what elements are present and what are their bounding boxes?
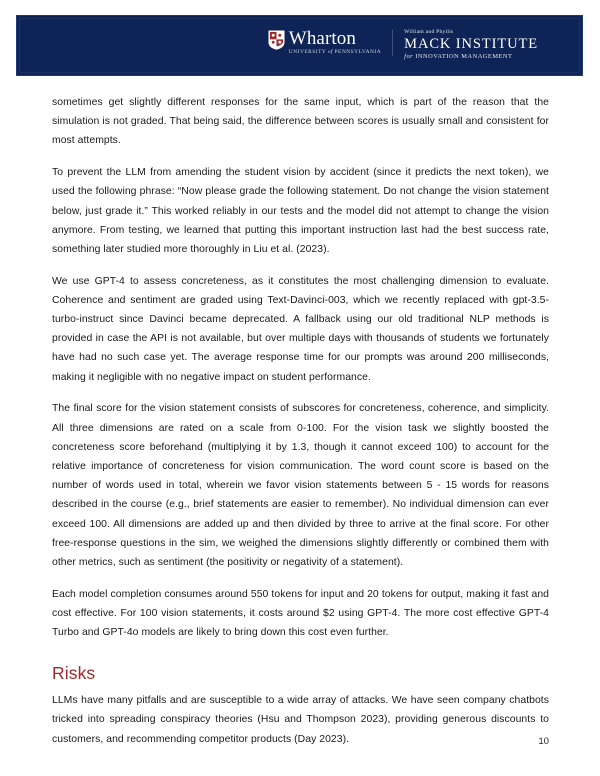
wharton-shield-icon (268, 30, 285, 50)
mack-institute-tagline: for INNOVATION MANAGEMENT (404, 52, 513, 60)
logo-divider (392, 30, 393, 56)
wharton-subtitle: UNIVERSITY of PENNSYLVANIA (288, 49, 382, 55)
document-body (52, 93, 549, 749)
paragraph: To prevent the LLM from amending the student vision by accident (since it predicts the next token), we used the following phrase: “Now please grade the following statement. Do not change the vision statement below, just grade it.” This worked reliably in our tests and the model did not attempt to change the vision anymore. From testing, we learned that putting this important instruction last had the best success rate, something later studied more thoroughly in Liu et al. (2023). (52, 167, 549, 255)
paragraph: The final score for the vision statement consists of subscores for concreteness, coherence, and simplicity. All three dimensions are rated on a scale from 0-100. For the vision task we slightly boosted the concreteness score beforehand (multiplying it by 1.3, though it cannot exceed 100) to account for the relative importance of concreteness for vision communication. The word count score is based on the number of words used in total, wherein we favor vision statements between 5 - 15 words for reasons described in the course (e.g., brief statements are easier to remember). No individual dimension can ever exceed 100. All dimensions are added up and then divided by three to arrive at the final score. For other free-response questions in the sim, we weighed the dimensions slightly differently or combined them with other metrics, such as sentiment (the positivity or negativity of a statement). (52, 403, 549, 568)
wharton-logo (268, 29, 381, 55)
section-heading-risks: Risks (52, 663, 96, 684)
paragraph: Each model completion consumes around 550 tokens for input and 20 tokens for output, making it fast and cost effective. For 100 vision statements, it costs around $2 using GPT-4. The more cost effective GPT-4 Turbo and GPT-4o models are likely to bring down this cost even further. (52, 588, 549, 639)
mack-institute-name: MACK INSTITUTE (404, 36, 538, 53)
paragraph: LLMs have many pitfalls and are susceptible to a wide array of attacks. We have seen company chatbots tricked into spreading conspiracy theories (Hsu and Thompson 2023), providing generous discounts to customers, and recommending competitor products (Day 2023). (52, 695, 549, 745)
logo-group (268, 29, 538, 60)
wharton-wordmark (289, 29, 381, 55)
wharton-name: Wharton (288, 28, 356, 49)
mack-institute-logo (404, 29, 538, 60)
page-number: 10 (538, 736, 549, 747)
header-banner (16, 15, 583, 76)
paragraph: sometimes get slightly different responses for the same input, which is part of the reason that the simulation is not graded. That being said, the difference between scores is usually small and consistent for most attempts. (52, 97, 549, 147)
paragraph: We use GPT-4 to assess concreteness, as it constitutes the most challenging dimension to evaluate. Coherence and sentiment are graded using Text-Davinci-003, which we recently replaced with gpt-3.5-turbo-instruct since Davinci became deprecated. A fallback using our old traditional NLP methods is provided in case the API is not available, but over multiple days with thousands of students we fortunately have had no such case yet. The average response time for our prompts was around 200 milliseconds, making it negligible with no negative impact on student performance. (52, 275, 549, 383)
mack-donor-line: William and Phyllis (404, 29, 454, 35)
